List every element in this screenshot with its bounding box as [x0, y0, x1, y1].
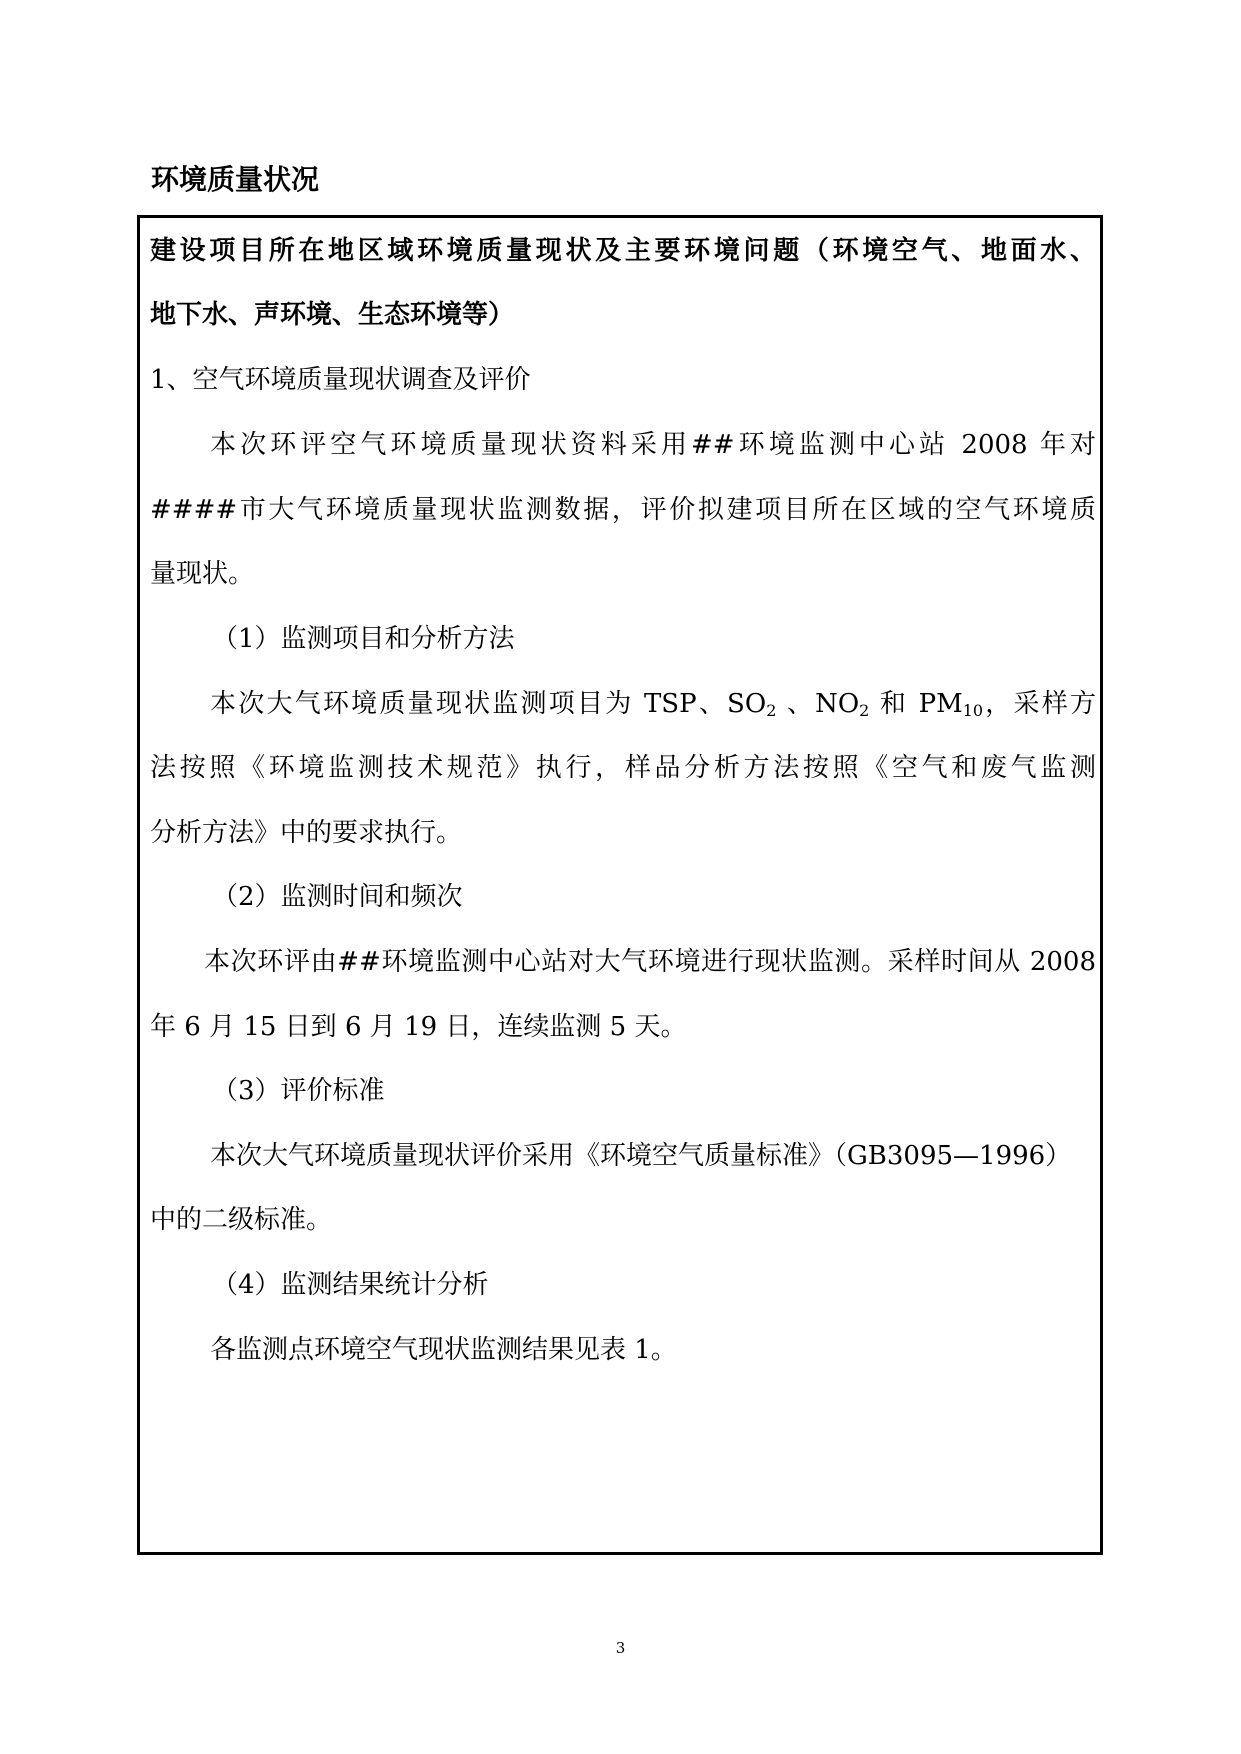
so2-subscript: 2 — [766, 701, 777, 720]
para-3-line-1: 本次环评由##环境监测中心站对大气环境进行现状监测。采样时间从 2008 — [204, 947, 1096, 977]
subsection-4-title: （4）监测结果统计分析 — [212, 1270, 489, 1300]
box-header-line-1: 建设项目所在地区域环境质量现状及主要环境问题（环境空气、地面水、 — [150, 236, 1096, 266]
para-2-text-d: ，采样方 — [983, 689, 1096, 719]
para-4-line-2: 中的二级标准。 — [150, 1205, 333, 1235]
para-2-line-2: 法按照《环境监测技术规范》执行，样品分析方法按照《空气和废气监测 — [150, 753, 1096, 783]
para-2-text-c: 和 PM — [869, 689, 963, 719]
pm10-subscript: 10 — [962, 701, 984, 720]
para-2-line-3: 分析方法》中的要求执行。 — [150, 818, 463, 848]
page-number: 3 — [615, 1639, 626, 1657]
no2-subscript: 2 — [859, 701, 870, 720]
para-3-line-2: 年 6 月 15 日到 6 月 19 日，连续监测 5 天。 — [150, 1012, 687, 1042]
para-4-line-1: 本次大气环境质量现状评价采用《环境空气质量标准》（GB3095—1996） — [210, 1141, 1072, 1171]
para-2-line-1 — [210, 686, 1096, 722]
para-5-line-1: 各监测点环境空气现状监测结果见表 1。 — [210, 1335, 677, 1365]
para-1-line-2: ####市大气环境质量现状监测数据，评价拟建项目所在区域的空气环境质 — [150, 495, 1096, 525]
para-2-text-a: 本次大气环境质量现状监测项目为 TSP、SO — [210, 689, 767, 719]
para-1-line-1: 本次环评空气环境质量现状资料采用##环境监测中心站 2008 年对 — [210, 430, 1096, 460]
subsection-3-title: （3）评价标准 — [212, 1076, 385, 1106]
section-title: 环境质量状况 — [151, 163, 320, 196]
subsection-2-title: （2）监测时间和频次 — [212, 882, 463, 912]
item-1-title: 1、空气环境质量现状调查及评价 — [150, 365, 531, 395]
subsection-1-title: （1）监测项目和分析方法 — [212, 624, 515, 654]
para-2-text-b: 、NO — [776, 689, 860, 719]
box-header-line-2: 地下水、声环境、生态环境等） — [150, 300, 515, 330]
para-1-line-3: 量现状。 — [150, 559, 255, 589]
